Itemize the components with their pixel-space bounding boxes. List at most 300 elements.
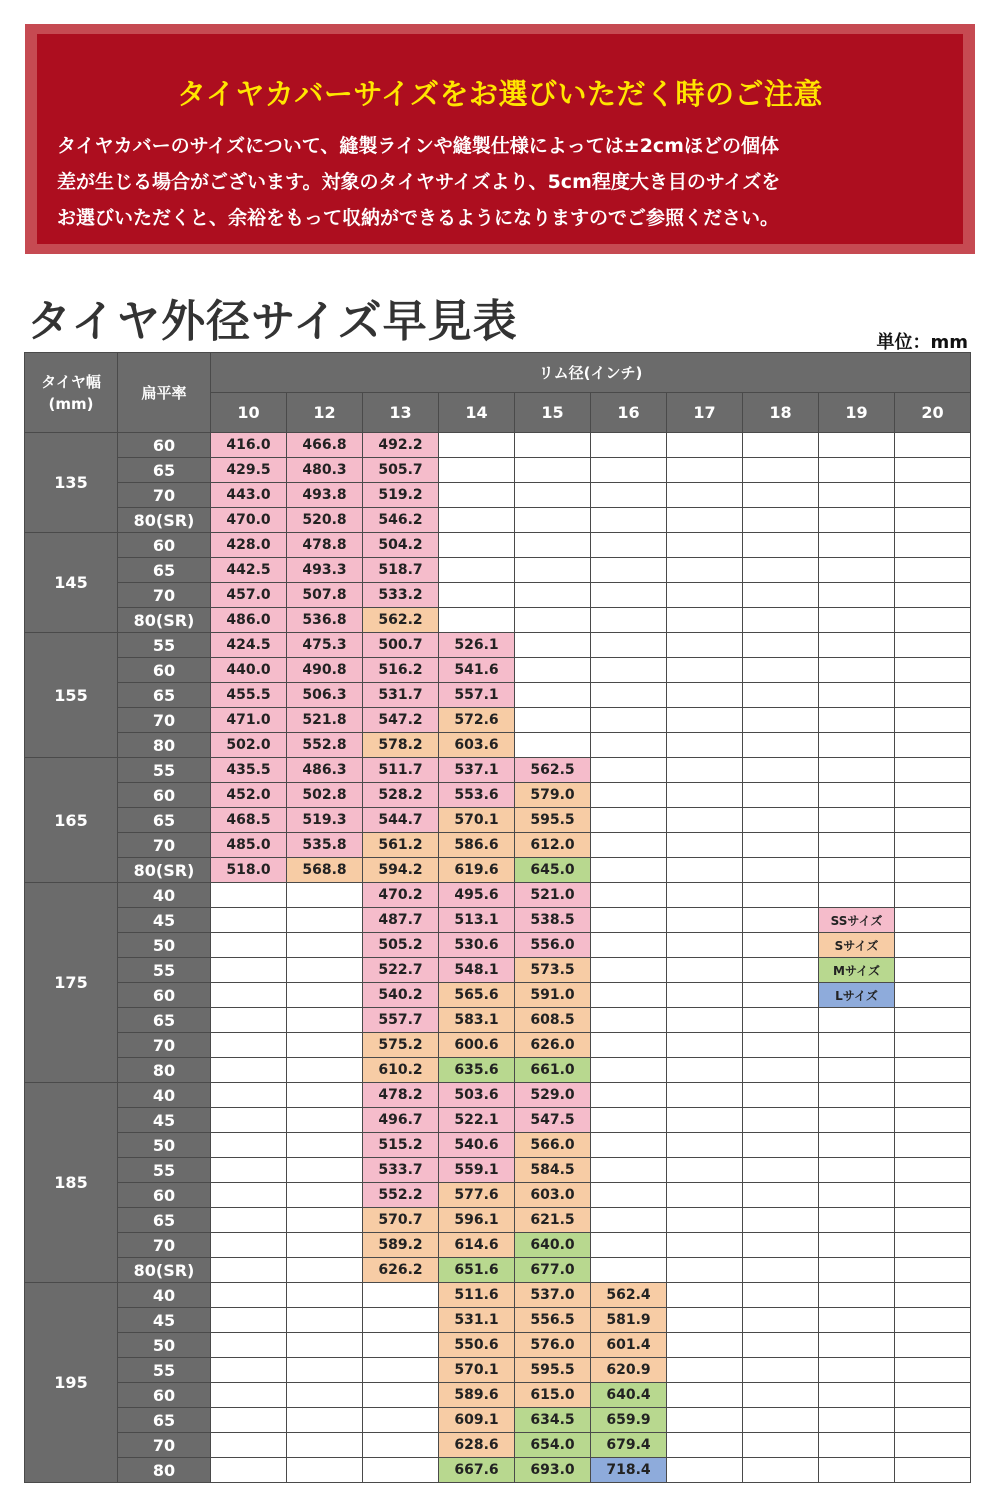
aspect-ratio-cell: 55: [118, 1158, 211, 1183]
empty-cell: [743, 1283, 819, 1308]
empty-cell: [743, 1408, 819, 1433]
empty-cell: [591, 808, 667, 833]
outer-diameter-cell: 679.4: [591, 1433, 667, 1458]
outer-diameter-cell: 478.8: [287, 533, 363, 558]
outer-diameter-cell: 429.5: [211, 458, 287, 483]
empty-cell: [895, 1433, 971, 1458]
tire-width-cell: 195: [25, 1283, 118, 1483]
empty-cell: [667, 858, 743, 883]
outer-diameter-cell: 507.8: [287, 583, 363, 608]
outer-diameter-cell: 566.0: [515, 1133, 591, 1158]
aspect-ratio-cell: 55: [118, 758, 211, 783]
table-row: [25, 883, 971, 908]
empty-cell: [211, 1058, 287, 1083]
empty-cell: [591, 1083, 667, 1108]
outer-diameter-cell: 493.8: [287, 483, 363, 508]
table-row: [25, 833, 971, 858]
empty-cell: [895, 608, 971, 633]
table-row: [25, 1383, 971, 1408]
outer-diameter-cell: 586.6: [439, 833, 515, 858]
outer-diameter-cell: 520.8: [287, 508, 363, 533]
table-row: [25, 1208, 971, 1233]
outer-diameter-cell: 521.0: [515, 883, 591, 908]
aspect-ratio-cell: 50: [118, 933, 211, 958]
empty-cell: [667, 1008, 743, 1033]
outer-diameter-cell: 533.7: [363, 1158, 439, 1183]
empty-cell: [667, 1308, 743, 1333]
aspect-ratio-cell: 45: [118, 1108, 211, 1133]
rim-header-cell: 10: [211, 393, 287, 433]
empty-cell: [743, 808, 819, 833]
outer-diameter-cell: 578.2: [363, 733, 439, 758]
empty-cell: [819, 833, 895, 858]
aspect-ratio-cell: 60: [118, 433, 211, 458]
table-row: [25, 1358, 971, 1383]
table-row: [25, 1133, 971, 1158]
empty-cell: [743, 483, 819, 508]
aspect-ratio-cell: 80: [118, 1058, 211, 1083]
empty-cell: [819, 558, 895, 583]
outer-diameter-cell: 487.7: [363, 908, 439, 933]
empty-cell: [591, 833, 667, 858]
empty-cell: [743, 733, 819, 758]
empty-cell: [211, 1008, 287, 1033]
empty-cell: [819, 1158, 895, 1183]
outer-diameter-cell: 522.7: [363, 958, 439, 983]
empty-cell: [819, 1383, 895, 1408]
empty-cell: [515, 633, 591, 658]
empty-cell: [819, 1283, 895, 1308]
empty-cell: [287, 1383, 363, 1408]
empty-cell: [515, 508, 591, 533]
aspect-ratio-cell: 50: [118, 1133, 211, 1158]
outer-diameter-cell: 511.7: [363, 758, 439, 783]
outer-diameter-cell: 531.1: [439, 1308, 515, 1333]
empty-cell: [667, 908, 743, 933]
outer-diameter-cell: 504.2: [363, 533, 439, 558]
table-row: [25, 858, 971, 883]
empty-cell: [591, 583, 667, 608]
table-row: [25, 658, 971, 683]
empty-cell: [591, 1183, 667, 1208]
empty-cell: [667, 1458, 743, 1483]
empty-cell: [819, 708, 895, 733]
outer-diameter-cell: 621.5: [515, 1208, 591, 1233]
empty-cell: [591, 1208, 667, 1233]
outer-diameter-cell: 519.2: [363, 483, 439, 508]
empty-cell: [743, 1033, 819, 1058]
empty-cell: [287, 958, 363, 983]
empty-cell: [591, 1133, 667, 1158]
empty-cell: [895, 933, 971, 958]
empty-cell: [439, 558, 515, 583]
empty-cell: [819, 658, 895, 683]
aspect-ratio-cell: 60: [118, 658, 211, 683]
empty-cell: [667, 1208, 743, 1233]
empty-cell: [895, 508, 971, 533]
table-row: [25, 1308, 971, 1333]
empty-cell: [743, 1333, 819, 1358]
outer-diameter-cell: 612.0: [515, 833, 591, 858]
outer-diameter-cell: 568.8: [287, 858, 363, 883]
empty-cell: [743, 833, 819, 858]
empty-cell: [895, 1458, 971, 1483]
empty-cell: [363, 1458, 439, 1483]
empty-cell: [667, 708, 743, 733]
empty-cell: [667, 558, 743, 583]
empty-cell: [743, 1083, 819, 1108]
empty-cell: [591, 633, 667, 658]
empty-cell: [667, 1408, 743, 1433]
empty-cell: [743, 1358, 819, 1383]
outer-diameter-cell: 428.0: [211, 533, 287, 558]
outer-diameter-cell: 556.0: [515, 933, 591, 958]
outer-diameter-cell: 561.2: [363, 833, 439, 858]
empty-cell: [211, 1433, 287, 1458]
empty-cell: [895, 1233, 971, 1258]
empty-cell: [287, 1283, 363, 1308]
outer-diameter-cell: 455.5: [211, 683, 287, 708]
outer-diameter-cell: 540.2: [363, 983, 439, 1008]
empty-cell: [895, 558, 971, 583]
outer-diameter-cell: 480.3: [287, 458, 363, 483]
aspect-ratio-cell: 55: [118, 958, 211, 983]
table-row: [25, 783, 971, 808]
empty-cell: [819, 683, 895, 708]
aspect-ratio-cell: 40: [118, 1083, 211, 1108]
empty-cell: [667, 508, 743, 533]
empty-cell: [743, 1258, 819, 1283]
empty-cell: [743, 658, 819, 683]
table-row: [25, 1408, 971, 1433]
outer-diameter-cell: 493.3: [287, 558, 363, 583]
notice-line: タイヤカバーのサイズについて、縫製ラインや縫製仕様によっては±2cmほどの個体: [57, 135, 779, 157]
empty-cell: [591, 608, 667, 633]
empty-cell: [211, 1108, 287, 1133]
aspect-ratio-cell: 65: [118, 683, 211, 708]
outer-diameter-cell: 486.0: [211, 608, 287, 633]
outer-diameter-cell: 559.1: [439, 1158, 515, 1183]
notice-panel: [37, 34, 963, 244]
outer-diameter-cell: 500.7: [363, 633, 439, 658]
outer-diameter-cell: 594.2: [363, 858, 439, 883]
empty-cell: [743, 533, 819, 558]
outer-diameter-cell: 570.7: [363, 1208, 439, 1233]
empty-cell: [667, 733, 743, 758]
outer-diameter-cell: 478.2: [363, 1083, 439, 1108]
table-row: [25, 1033, 971, 1058]
empty-cell: [895, 1408, 971, 1433]
empty-cell: [591, 758, 667, 783]
empty-cell: [667, 1433, 743, 1458]
empty-cell: [211, 1283, 287, 1308]
empty-cell: [591, 1108, 667, 1133]
outer-diameter-cell: 511.6: [439, 1283, 515, 1308]
empty-cell: [363, 1333, 439, 1358]
empty-cell: [819, 633, 895, 658]
outer-diameter-cell: 471.0: [211, 708, 287, 733]
empty-cell: [211, 1133, 287, 1158]
outer-diameter-cell: 442.5: [211, 558, 287, 583]
outer-diameter-cell: 601.4: [591, 1333, 667, 1358]
empty-cell: [667, 583, 743, 608]
empty-cell: [439, 533, 515, 558]
empty-cell: [895, 633, 971, 658]
tire-width-cell: 165: [25, 758, 118, 883]
empty-cell: [743, 433, 819, 458]
outer-diameter-cell: 538.5: [515, 908, 591, 933]
outer-diameter-cell: 470.0: [211, 508, 287, 533]
table-row: [25, 1283, 971, 1308]
outer-diameter-cell: 505.7: [363, 458, 439, 483]
empty-cell: [743, 583, 819, 608]
notice-box: [25, 24, 975, 254]
aspect-ratio-cell: 65: [118, 558, 211, 583]
outer-diameter-cell: 570.1: [439, 1358, 515, 1383]
empty-cell: [895, 1383, 971, 1408]
empty-cell: [363, 1358, 439, 1383]
aspect-ratio-cell: 80(SR): [118, 508, 211, 533]
outer-diameter-cell: 589.2: [363, 1233, 439, 1258]
outer-diameter-cell: 677.0: [515, 1258, 591, 1283]
empty-cell: [667, 458, 743, 483]
aspect-ratio-cell: 55: [118, 1358, 211, 1383]
outer-diameter-cell: 435.5: [211, 758, 287, 783]
empty-cell: [591, 558, 667, 583]
outer-diameter-cell: 661.0: [515, 1058, 591, 1083]
outer-diameter-cell: 468.5: [211, 808, 287, 833]
outer-diameter-cell: 579.0: [515, 783, 591, 808]
table-row: [25, 1083, 971, 1108]
empty-cell: [287, 1458, 363, 1483]
aspect-ratio-cell: 70: [118, 708, 211, 733]
empty-cell: [211, 1358, 287, 1383]
empty-cell: [211, 908, 287, 933]
outer-diameter-cell: 513.1: [439, 908, 515, 933]
outer-diameter-cell: 440.0: [211, 658, 287, 683]
empty-cell: [287, 1083, 363, 1108]
table-row: [25, 533, 971, 558]
empty-cell: [895, 658, 971, 683]
table-row: [25, 508, 971, 533]
empty-cell: [591, 858, 667, 883]
table-row: [25, 583, 971, 608]
notice-line: 差が生じる場合がございます。対象のタイヤサイズより、5cm程度大き目のサイズを: [57, 171, 781, 193]
empty-cell: [211, 1458, 287, 1483]
outer-diameter-cell: 424.5: [211, 633, 287, 658]
table-row: [25, 1158, 971, 1183]
aspect-ratio-cell: 70: [118, 583, 211, 608]
empty-cell: [439, 458, 515, 483]
table-row: [25, 933, 971, 958]
empty-cell: [287, 1333, 363, 1358]
outer-diameter-cell: 603.0: [515, 1183, 591, 1208]
empty-cell: [591, 708, 667, 733]
outer-diameter-cell: 640.4: [591, 1383, 667, 1408]
empty-cell: [667, 658, 743, 683]
empty-cell: [819, 1408, 895, 1433]
empty-cell: [819, 1008, 895, 1033]
outer-diameter-cell: 562.2: [363, 608, 439, 633]
outer-diameter-cell: 547.2: [363, 708, 439, 733]
aspect-ratio-cell: 65: [118, 1408, 211, 1433]
empty-cell: [515, 433, 591, 458]
outer-diameter-cell: 457.0: [211, 583, 287, 608]
empty-cell: [743, 1233, 819, 1258]
outer-diameter-cell: 615.0: [515, 1383, 591, 1408]
notice-body: [57, 128, 949, 236]
rim-header-cell: 20: [895, 393, 971, 433]
empty-cell: [819, 858, 895, 883]
table-row: [25, 1333, 971, 1358]
empty-cell: [819, 583, 895, 608]
aspect-ratio-cell: 60: [118, 1183, 211, 1208]
table-row: [25, 1183, 971, 1208]
empty-cell: [591, 1233, 667, 1258]
empty-cell: [667, 1158, 743, 1183]
outer-diameter-cell: 528.2: [363, 783, 439, 808]
empty-cell: [743, 1458, 819, 1483]
outer-diameter-cell: 576.0: [515, 1333, 591, 1358]
aspect-ratio-cell: 65: [118, 1208, 211, 1233]
outer-diameter-cell: 496.7: [363, 1108, 439, 1133]
empty-cell: [439, 433, 515, 458]
empty-cell: [895, 883, 971, 908]
tire-width-cell: 155: [25, 633, 118, 758]
empty-cell: [895, 1008, 971, 1033]
empty-cell: [743, 958, 819, 983]
empty-cell: [743, 758, 819, 783]
empty-cell: [819, 1133, 895, 1158]
outer-diameter-cell: 515.2: [363, 1133, 439, 1158]
tire-size-table: [24, 352, 971, 1483]
empty-cell: [591, 908, 667, 933]
empty-cell: [591, 983, 667, 1008]
tire-width-cell: 135: [25, 433, 118, 533]
empty-cell: [895, 958, 971, 983]
outer-diameter-cell: 518.0: [211, 858, 287, 883]
empty-cell: [667, 533, 743, 558]
empty-cell: [895, 433, 971, 458]
page-title: タイヤ外径サイズ早見表: [27, 296, 518, 347]
empty-cell: [667, 1258, 743, 1283]
empty-cell: [895, 583, 971, 608]
empty-cell: [819, 1433, 895, 1458]
empty-cell: [667, 883, 743, 908]
empty-cell: [895, 1058, 971, 1083]
outer-diameter-cell: 522.1: [439, 1108, 515, 1133]
outer-diameter-cell: 470.2: [363, 883, 439, 908]
table-row: [25, 608, 971, 633]
empty-cell: [211, 1333, 287, 1358]
empty-cell: [211, 983, 287, 1008]
empty-cell: [667, 483, 743, 508]
outer-diameter-cell: 584.5: [515, 1158, 591, 1183]
table-row: [25, 808, 971, 833]
outer-diameter-cell: 537.1: [439, 758, 515, 783]
empty-cell: [515, 458, 591, 483]
outer-diameter-cell: 536.8: [287, 608, 363, 633]
empty-cell: [515, 483, 591, 508]
empty-cell: [591, 958, 667, 983]
empty-cell: [211, 1158, 287, 1183]
outer-diameter-cell: 693.0: [515, 1458, 591, 1483]
empty-cell: [667, 1083, 743, 1108]
outer-diameter-cell: 466.8: [287, 433, 363, 458]
outer-diameter-cell: 610.2: [363, 1058, 439, 1083]
outer-diameter-cell: 570.1: [439, 808, 515, 833]
outer-diameter-cell: 556.5: [515, 1308, 591, 1333]
aspect-ratio-cell: 65: [118, 1008, 211, 1033]
outer-diameter-cell: 490.8: [287, 658, 363, 683]
empty-cell: [591, 658, 667, 683]
empty-cell: [895, 533, 971, 558]
outer-diameter-cell: 505.2: [363, 933, 439, 958]
table-row: [25, 458, 971, 483]
empty-cell: [515, 733, 591, 758]
aspect-ratio-cell: 70: [118, 483, 211, 508]
empty-cell: [667, 958, 743, 983]
empty-cell: [667, 433, 743, 458]
unit-label: 単位：mm: [876, 332, 968, 353]
table-row: [25, 1433, 971, 1458]
empty-cell: [667, 933, 743, 958]
empty-cell: [743, 1058, 819, 1083]
outer-diameter-cell: 603.6: [439, 733, 515, 758]
empty-cell: [895, 1308, 971, 1333]
empty-cell: [591, 1158, 667, 1183]
outer-diameter-cell: 718.4: [591, 1458, 667, 1483]
empty-cell: [211, 933, 287, 958]
outer-diameter-cell: 575.2: [363, 1033, 439, 1058]
empty-cell: [515, 608, 591, 633]
empty-cell: [819, 1183, 895, 1208]
empty-cell: [591, 1008, 667, 1033]
empty-cell: [667, 1383, 743, 1408]
empty-cell: [515, 558, 591, 583]
table-row: [25, 983, 971, 1008]
empty-cell: [591, 933, 667, 958]
table-row: [25, 958, 971, 983]
outer-diameter-cell: 600.6: [439, 1033, 515, 1058]
empty-cell: [819, 783, 895, 808]
empty-cell: [743, 858, 819, 883]
empty-cell: [667, 833, 743, 858]
outer-diameter-cell: 628.6: [439, 1433, 515, 1458]
outer-diameter-cell: 416.0: [211, 433, 287, 458]
tire-width-cell: 175: [25, 883, 118, 1083]
outer-diameter-cell: 581.9: [591, 1308, 667, 1333]
empty-cell: [819, 1233, 895, 1258]
outer-diameter-cell: 519.3: [287, 808, 363, 833]
empty-cell: [743, 458, 819, 483]
empty-cell: [743, 1433, 819, 1458]
empty-cell: [667, 608, 743, 633]
empty-cell: [591, 1058, 667, 1083]
empty-cell: [591, 783, 667, 808]
aspect-ratio-cell: 50: [118, 1333, 211, 1358]
empty-cell: [515, 683, 591, 708]
empty-cell: [895, 1083, 971, 1108]
empty-cell: [895, 683, 971, 708]
empty-cell: [287, 983, 363, 1008]
empty-cell: [287, 1158, 363, 1183]
table-row: [25, 758, 971, 783]
aspect-ratio-cell: 60: [118, 1383, 211, 1408]
empty-cell: [667, 1283, 743, 1308]
rim-header-cell: 14: [439, 393, 515, 433]
empty-cell: [287, 1258, 363, 1283]
